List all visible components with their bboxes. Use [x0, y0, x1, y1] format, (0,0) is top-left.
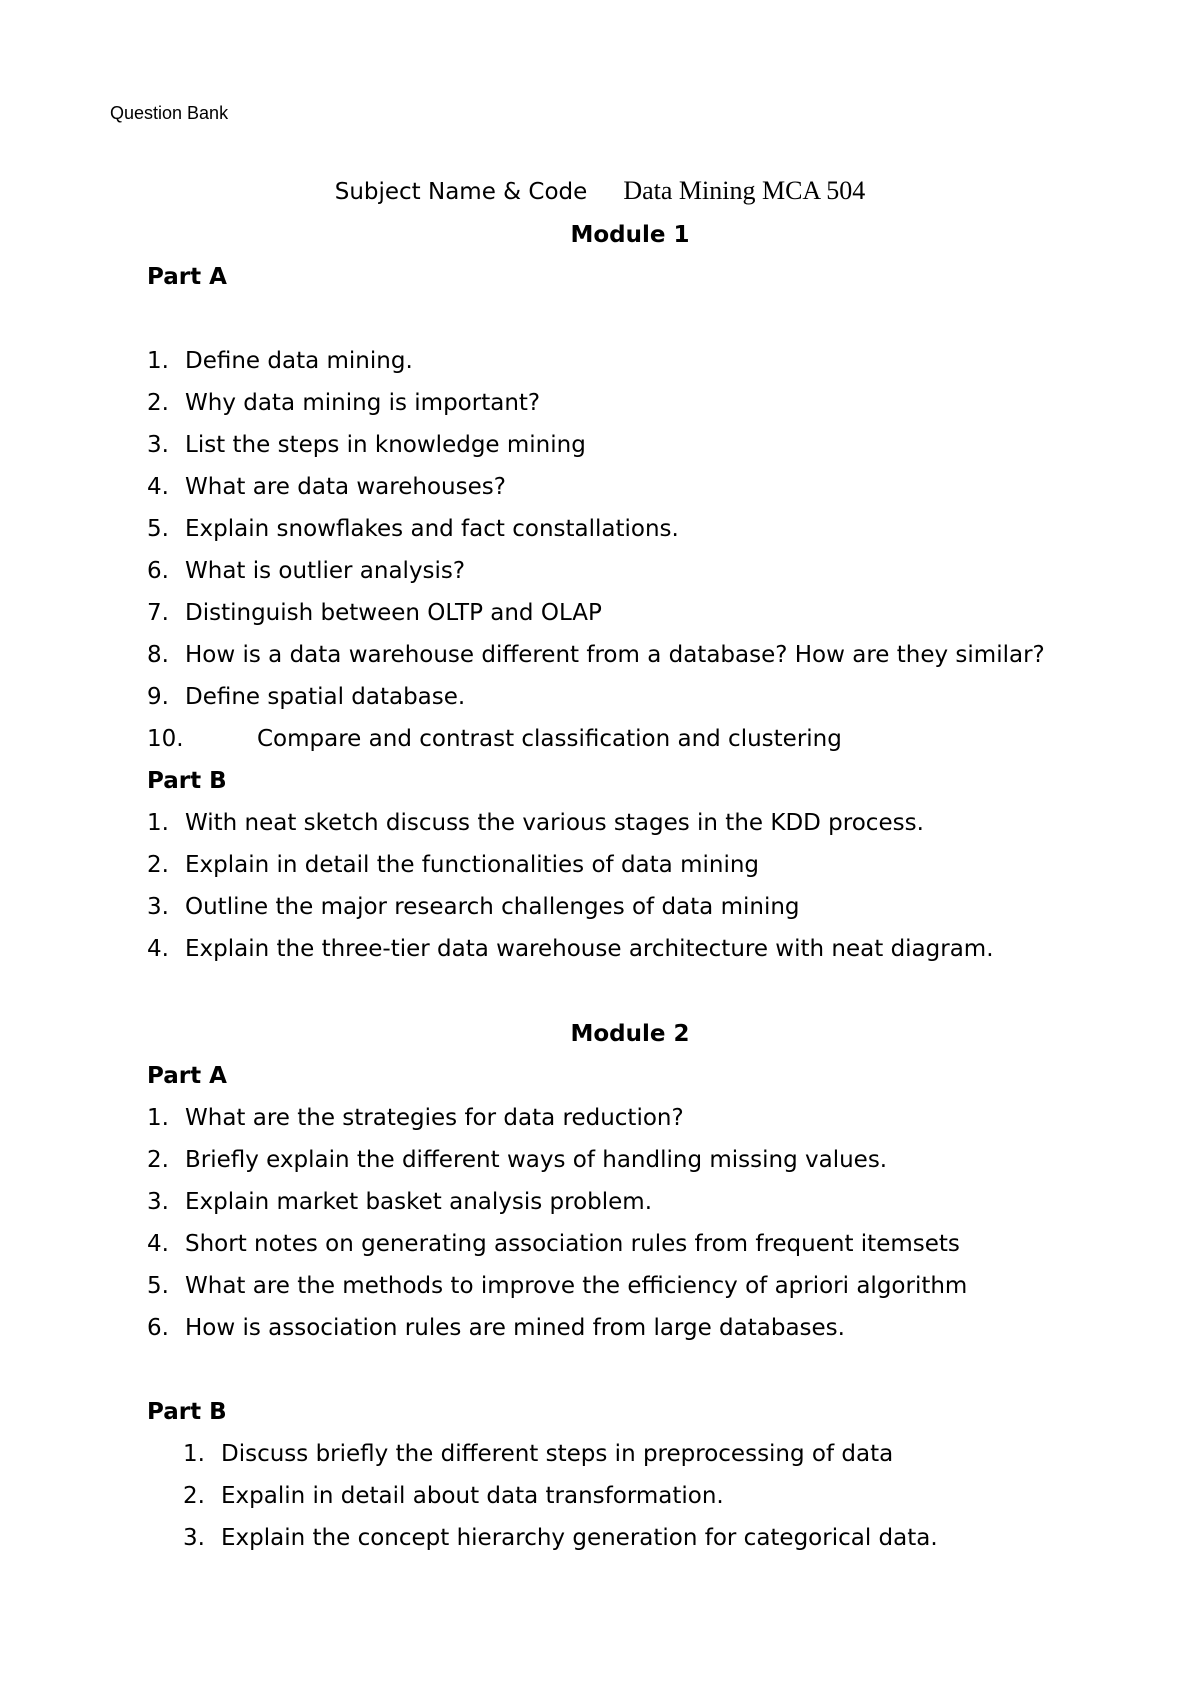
- question-text: Discuss briefly the different steps in preprocessing of data: [221, 1441, 894, 1467]
- question-number: 2.: [147, 852, 169, 878]
- question-number: 3.: [147, 1189, 169, 1215]
- subject-value: Data Mining MCA 504: [623, 176, 866, 205]
- question-text: What are the strategies for data reduction?: [185, 1105, 684, 1131]
- question-item: [147, 1103, 684, 1133]
- question-text: Define data mining.: [185, 348, 413, 374]
- question-item: [147, 598, 602, 628]
- question-number: 7.: [147, 600, 169, 626]
- question-number: 10.: [147, 726, 184, 752]
- question-number: 6.: [147, 558, 169, 584]
- question-item: [147, 1271, 967, 1301]
- question-text: Compare and contrast classification and clustering: [257, 726, 842, 752]
- question-number: 3.: [183, 1525, 205, 1551]
- part-title: Part A: [147, 264, 227, 290]
- question-number: 5.: [147, 1273, 169, 1299]
- subject-label: Subject Name & Code: [334, 179, 588, 205]
- question-number: 1.: [183, 1441, 205, 1467]
- question-number: 1.: [147, 810, 169, 836]
- question-item: [147, 808, 924, 838]
- question-text: Explain snowflakes and fact constallations.: [185, 516, 679, 542]
- question-text: Explain market basket analysis problem.: [185, 1189, 653, 1215]
- part-title: Part B: [147, 1399, 227, 1425]
- question-text: What are the methods to improve the efficiency of apriori algorithm: [185, 1273, 968, 1299]
- question-text: Distinguish between OLTP and OLAP: [185, 600, 602, 626]
- question-item: [147, 1229, 960, 1259]
- question-item: [183, 1523, 938, 1553]
- module-title: Module 2: [570, 1021, 690, 1047]
- question-number: 4.: [147, 936, 169, 962]
- part-title: Part A: [147, 1063, 227, 1089]
- question-item: [147, 430, 586, 460]
- question-item: [147, 724, 842, 754]
- question-number: 3.: [147, 894, 169, 920]
- question-item: [147, 1313, 845, 1343]
- question-number: 1.: [147, 348, 169, 374]
- question-number: 5.: [147, 516, 169, 542]
- question-number: 2.: [147, 1147, 169, 1173]
- question-text: With neat sketch discuss the various stages in the KDD process.: [185, 810, 924, 836]
- question-number: 1.: [147, 1105, 169, 1131]
- question-item: [147, 556, 465, 586]
- question-text: Outline the major research challenges of data mining: [185, 894, 800, 920]
- question-text: How is association rules are mined from large databases.: [185, 1315, 845, 1341]
- question-item: [147, 682, 465, 712]
- question-number: 4.: [147, 474, 169, 500]
- question-text: What is outlier analysis?: [185, 558, 466, 584]
- question-text: Define spatial database.: [185, 684, 466, 710]
- question-number: 2.: [183, 1483, 205, 1509]
- question-text: Briefly explain the different ways of handling missing values.: [185, 1147, 888, 1173]
- question-text: Why data mining is important?: [185, 390, 541, 416]
- part-title: Part B: [147, 768, 227, 794]
- question-item: [183, 1439, 893, 1469]
- question-text: What are data warehouses?: [185, 474, 506, 500]
- question-number: 3.: [147, 432, 169, 458]
- question-item: [183, 1481, 724, 1511]
- question-text: Explain the three-tier data warehouse architecture with neat diagram.: [185, 936, 994, 962]
- question-text: How is a data warehouse different from a database? How are they similar?: [185, 642, 1045, 668]
- question-number: 6.: [147, 1315, 169, 1341]
- subject-line: [0, 176, 1200, 206]
- question-item: [147, 934, 994, 964]
- question-item: [147, 472, 506, 502]
- module-title: Module 1: [570, 222, 690, 248]
- question-item: [147, 1145, 887, 1175]
- question-item: [147, 850, 759, 880]
- question-item: [147, 640, 1045, 670]
- question-number: 4.: [147, 1231, 169, 1257]
- question-item: [147, 346, 413, 376]
- question-item: [147, 1187, 652, 1217]
- question-text: Explain in detail the functionalities of data mining: [185, 852, 760, 878]
- question-text: Expalin in detail about data transformation.: [221, 1483, 724, 1509]
- question-number: 2.: [147, 390, 169, 416]
- question-item: [147, 388, 540, 418]
- question-text: Short notes on generating association rules from frequent itemsets: [185, 1231, 960, 1257]
- question-text: Explain the concept hierarchy generation for categorical data.: [221, 1525, 938, 1551]
- header-note: Question Bank: [110, 103, 229, 123]
- question-item: [147, 514, 679, 544]
- question-number: 8.: [147, 642, 169, 668]
- question-text: List the steps in knowledge mining: [185, 432, 586, 458]
- question-item: [147, 892, 800, 922]
- question-number: 9.: [147, 684, 169, 710]
